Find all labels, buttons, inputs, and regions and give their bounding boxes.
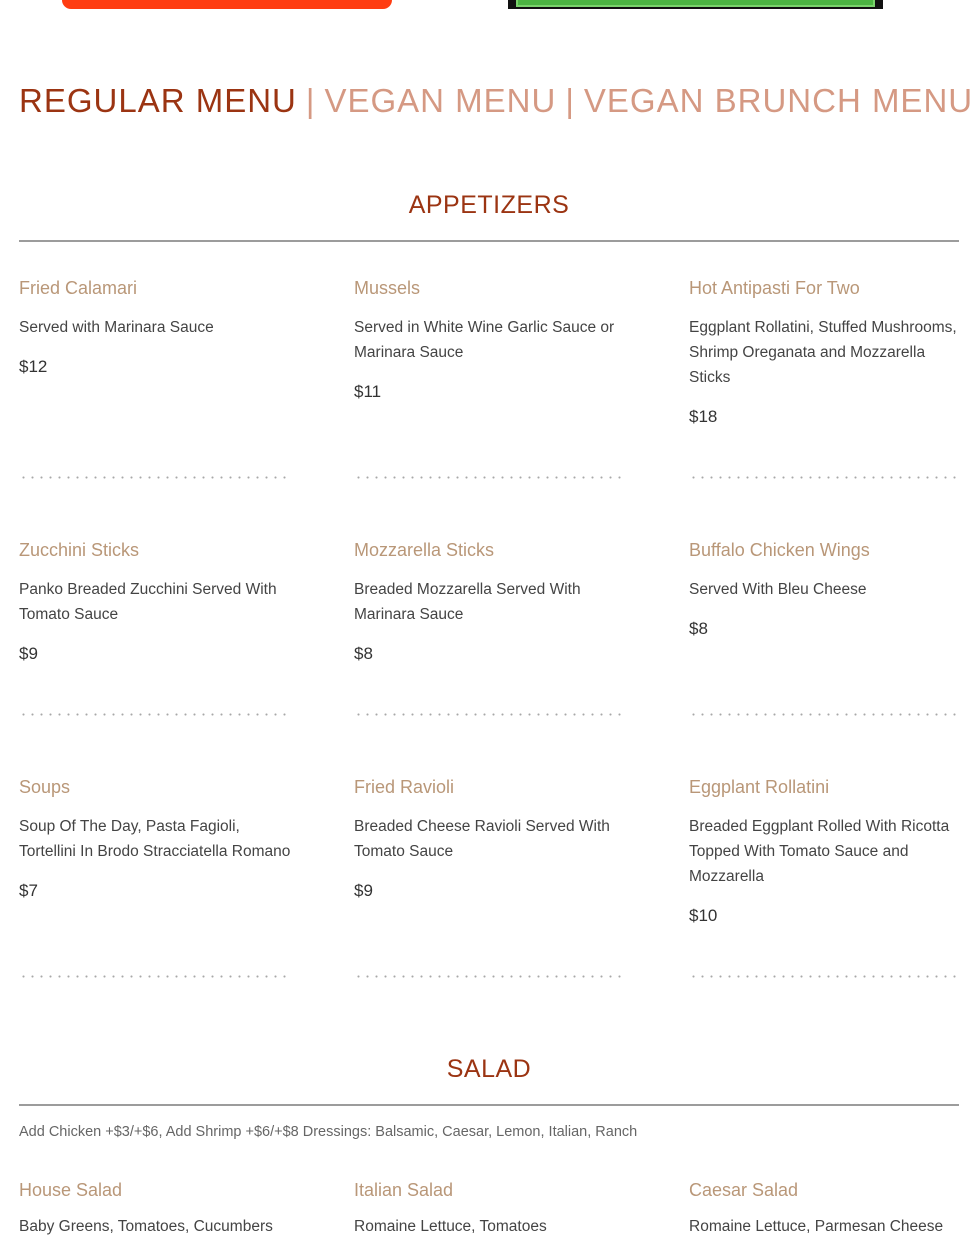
top-orange-button[interactable] — [62, 0, 392, 9]
menu-item — [689, 777, 961, 926]
salad-addons-note: Add Chicken +$3/+$6, Add Shrimp +$6/+$8 Dressings: Balsamic, Caesar, Lemon, Italian, Ranch — [19, 1124, 638, 1140]
menu-item — [689, 540, 961, 639]
tab-vegan-menu[interactable]: VEGAN MENU — [324, 82, 557, 119]
item-description: Served with Marinara Sauce — [19, 319, 214, 336]
dotted-divider — [689, 476, 959, 479]
tab-regular-menu[interactable]: REGULAR MENU — [19, 82, 297, 119]
menu-item — [354, 777, 626, 901]
menu-tabs — [19, 82, 973, 120]
menu-item — [19, 1180, 291, 1200]
item-price: $18 — [689, 407, 718, 426]
top-green-button-face — [516, 0, 875, 7]
item-description: Breaded Mozzarella Served With Marinara Sauce — [354, 581, 581, 623]
tab-vegan-brunch-menu[interactable]: VEGAN BRUNCH MENU — [583, 82, 974, 119]
menu-item — [19, 777, 291, 901]
item-price: $11 — [354, 382, 382, 401]
dotted-divider — [354, 476, 624, 479]
item-description: Breaded Eggplant Rolled With Ricotta Topped With Tomato Sauce and Mozzarella — [689, 818, 950, 885]
item-name: Italian Salad — [354, 1180, 454, 1200]
appetizers-heading: APPETIZERS — [408, 191, 570, 219]
item-price: $9 — [19, 644, 38, 663]
menu-item — [354, 278, 626, 402]
item-description: Romaine Lettuce, Parmesan Cheese — [689, 1218, 944, 1235]
item-name: Buffalo Chicken Wings — [689, 540, 870, 560]
item-description: Soup Of The Day, Pasta Fagioli, Tortellini In Brodo Stracciatella Romano — [19, 818, 291, 860]
dotted-divider — [354, 713, 624, 716]
item-description: Served in White Wine Garlic Sauce or Marinara Sauce — [354, 319, 615, 361]
dotted-divider — [689, 975, 959, 978]
dotted-divider — [354, 975, 624, 978]
salad-divider — [19, 1104, 959, 1106]
item-description: Baby Greens, Tomatoes, Cucumbers — [19, 1218, 273, 1235]
salad-heading: SALAD — [446, 1055, 532, 1083]
item-price: $9 — [354, 881, 373, 900]
item-description: Romaine Lettuce, Tomatoes — [354, 1218, 547, 1235]
dotted-divider — [19, 476, 289, 479]
item-price: $8 — [689, 619, 708, 638]
item-name: Fried Ravioli — [354, 777, 455, 797]
item-name: Caesar Salad — [689, 1180, 799, 1200]
dotted-divider — [19, 713, 289, 716]
dotted-divider — [19, 975, 289, 978]
item-name: Eggplant Rollatini — [689, 777, 830, 797]
item-name: Soups — [19, 777, 71, 797]
tab-separator: | — [565, 82, 575, 119]
item-name: Zucchini Sticks — [19, 540, 140, 560]
item-name: Mozzarella Sticks — [354, 540, 495, 560]
item-description: Served With Bleu Cheese — [689, 581, 867, 598]
dotted-divider — [689, 713, 959, 716]
menu-item — [354, 540, 626, 664]
item-price: $8 — [354, 644, 373, 663]
item-name: Fried Calamari — [19, 278, 138, 298]
top-green-button[interactable] — [508, 0, 883, 9]
menu-item — [19, 278, 291, 377]
menu-item — [689, 278, 961, 427]
item-description: Eggplant Rollatini, Stuffed Mushrooms, Shrimp Oreganata and Mozzarella Sticks — [689, 319, 957, 386]
item-description: Panko Breaded Zucchini Served With Tomato Sauce — [19, 581, 277, 623]
item-price: $7 — [19, 881, 38, 900]
item-name: Hot Antipasti For Two — [689, 278, 860, 298]
item-description: Breaded Cheese Ravioli Served With Tomato Sauce — [354, 818, 610, 860]
menu-item — [689, 1180, 961, 1200]
item-price: $10 — [689, 906, 718, 925]
tab-separator: | — [305, 82, 316, 119]
menu-item — [19, 540, 291, 664]
item-price: $12 — [19, 357, 48, 376]
item-name: House Salad — [19, 1180, 123, 1200]
item-name: Mussels — [354, 278, 421, 298]
appetizers-divider — [19, 240, 959, 242]
menu-item — [354, 1180, 626, 1200]
